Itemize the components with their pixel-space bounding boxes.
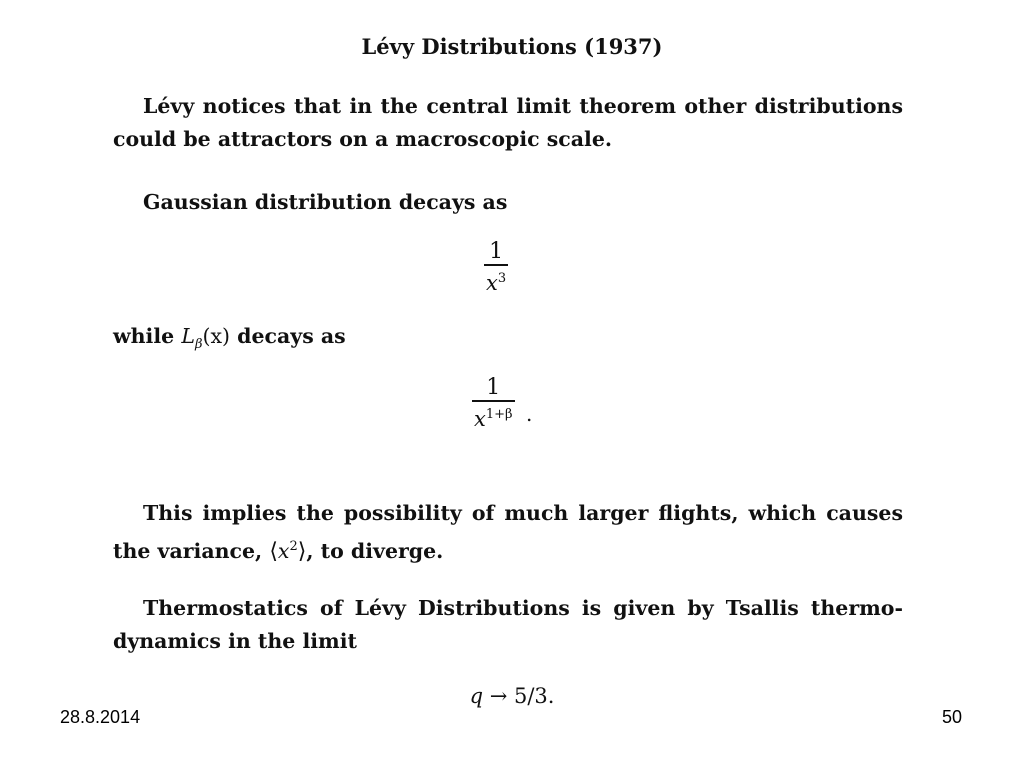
- paragraph-thermostatics-text: Thermostatics of Lévy Distributions is given by Tsallis thermo-dynamics in the limit: [113, 596, 903, 653]
- fraction-gaussian-denominator: $x^3$: [486, 271, 507, 295]
- paragraph-levy-decay-post: decays as: [237, 324, 346, 348]
- paragraph-variance-pre: This implies the possibility of much larger flights, which causes the variance,: [113, 501, 903, 563]
- paragraph-levy-notices-text: Lévy notices that in the central limit theorem other distributions could be attractors on a macroscopic scale.: [113, 94, 903, 151]
- fraction-levy-period: .: [526, 402, 533, 426]
- variance-variable: x: [277, 538, 290, 563]
- levy-function-symbol: $L_\beta(x)$: [181, 324, 231, 353]
- footer-page-number: 50: [941, 707, 962, 727]
- limit-equation: [0, 684, 1024, 708]
- fraction-levy-decay: [472, 376, 515, 432]
- variance-exponent: 2: [289, 539, 298, 554]
- footer-date: 28.8.2014: [60, 707, 141, 727]
- paragraph-variance-post: , to diverge.: [306, 538, 444, 563]
- paragraph-levy-notices: [113, 90, 903, 156]
- fraction-levy-denominator: $x^{1+\beta}$: [474, 407, 513, 431]
- paragraph-thermostatics: [113, 592, 903, 658]
- angle-bracket-open: ⟨: [269, 538, 278, 564]
- slide-title: Lévy Distributions (1937): [361, 34, 663, 59]
- paragraph-levy-decay: [113, 320, 903, 361]
- paragraph-levy-decay-pre: while: [113, 324, 175, 348]
- limit-expression: → 5/3.: [483, 684, 555, 708]
- fraction-gaussian-decay: [484, 240, 508, 296]
- limit-variable: q: [469, 684, 484, 708]
- angle-bracket-close: ⟩: [297, 538, 307, 564]
- fraction-gaussian-numerator: 1: [489, 239, 504, 264]
- paragraph-gaussian: [113, 186, 903, 219]
- paragraph-variance: [113, 497, 903, 568]
- paragraph-gaussian-text: Gaussian distribution decays as: [143, 190, 508, 214]
- fraction-levy-numerator: 1: [486, 375, 501, 400]
